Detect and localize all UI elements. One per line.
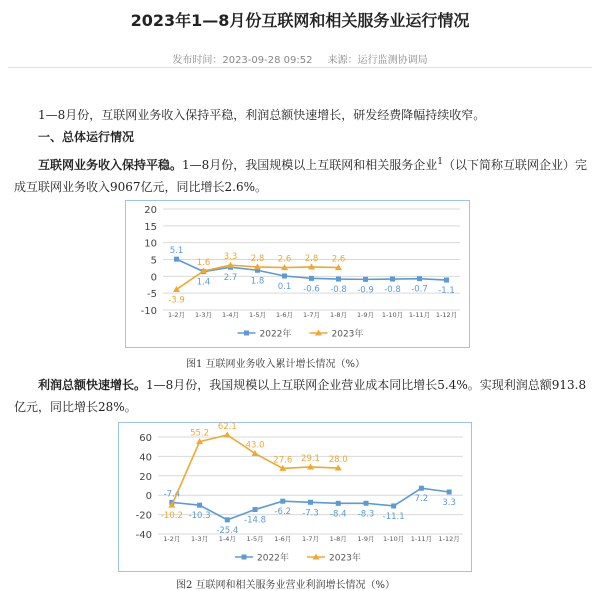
chart-profit [118,422,472,572]
data-label: 27.6 [273,455,293,466]
chart-profit-svg [118,422,472,572]
x-tick-label: 1-5月 [246,535,264,543]
x-tick-label: 1-6月 [275,311,294,319]
data-point [336,501,341,506]
data-label: -14.8 [244,515,267,526]
data-point [280,499,285,504]
data-point [447,489,452,494]
y-tick-label: 20 [139,471,152,483]
figure2-caption: 图2 互联网和相关服务业营业利润增长情况（%） [176,580,396,591]
data-label: 1.4 [196,277,211,288]
data-point [363,277,368,282]
publish-time: 发布时间：2023-09-28 09:52 [172,55,313,66]
data-label: -7.3 [302,508,319,519]
x-tick-label: 1-10月 [383,535,405,543]
x-tick-label: 1-6月 [274,535,292,543]
x-tick-label: 1-3月 [191,535,209,543]
data-label: -8.3 [357,509,375,520]
data-label: -0.8 [384,285,401,296]
data-point [336,277,341,282]
page-title: 2023年1—8月份互联网和相关服务业运行情况 [130,11,470,30]
legend-label: 2022年 [259,329,292,340]
data-label: -10.3 [188,511,211,522]
chart-revenue [125,200,470,348]
profit-lead: 利润总额快速增长。 [38,378,147,392]
revenue-body-2: （以下简称互联网企业）完成互联网业务收入9067亿元，同比增长2.6%。 [14,158,588,194]
data-point [390,277,395,282]
data-point [309,276,314,281]
y-tick-label: 40 [139,452,152,464]
x-tick-label: 1-9月 [357,535,375,543]
data-point [417,276,422,281]
x-tick-label: 1-7月 [302,311,321,319]
data-label: -10.2 [160,511,183,522]
data-point [282,273,287,278]
data-point [225,517,230,522]
data-label: 43.0 [245,440,265,451]
data-label: 2.8 [304,253,319,264]
data-point [252,450,259,456]
data-label: 2.6 [277,254,292,265]
data-label: -1.1 [438,286,455,297]
data-label: 3.3 [223,252,238,263]
data-point [224,431,231,437]
legend-marker [244,331,249,336]
y-tick-label: -5 [147,289,157,301]
data-point [444,278,449,283]
data-label: 0.1 [277,281,292,292]
data-label: -0.8 [330,285,347,296]
summary-paragraph: 1—8月份，互联网业务收入保持平稳，利润总额快速增长，研发经费降幅持续收窄。 [38,108,486,122]
data-label: -0.6 [303,284,320,295]
x-tick-label: 1-9月 [356,311,375,319]
revenue-paragraph [14,151,588,198]
data-label: -25.4 [216,525,239,536]
article-meta [0,51,600,66]
data-label: -7.4 [163,489,181,500]
data-point [308,500,313,505]
data-label: 55.2 [190,428,210,439]
data-label: 28.0 [328,455,348,466]
data-label: 2.8 [250,253,265,264]
y-tick-label: 0 [150,272,157,284]
data-label: -0.7 [411,284,428,295]
data-label: -8.4 [329,509,347,520]
chart-revenue-svg [125,200,470,348]
y-tick-label: -40 [135,530,152,541]
profit-body: 1—8月份，我国规模以上互联网企业营业成本同比增长5.4%。实现利润总额913.8亿元，同比增长28%。 [14,378,587,414]
y-tick-label: 15 [144,221,157,233]
x-tick-label: 1-11月 [408,311,431,319]
data-label: 1.6 [196,257,211,268]
x-tick-label: 1-4月 [218,535,236,543]
legend-label: 2023年 [329,553,361,564]
x-tick-label: 1-10月 [381,311,404,319]
y-tick-label: 10 [144,238,157,250]
revenue-body: 1—8月份，我国规模以上互联网和相关服务企业 [182,158,438,172]
x-tick-label: 1-7月 [301,535,320,543]
chart-frame [126,201,470,348]
figure1-caption: 图1 互联网业务收入累计增长情况（%） [186,359,366,370]
x-tick-label: 1-4月 [221,311,240,319]
legend-marker [242,555,247,560]
y-tick-label: 5 [150,255,157,267]
data-label: -6.2 [274,507,292,518]
x-tick-label: 1-8月 [329,535,347,543]
y-tick-label: 60 [139,433,152,444]
x-tick-label: 1-12月 [435,311,458,319]
data-label: 1.8 [250,276,265,287]
source-label: 来源：运行监测协调局 [327,55,428,66]
y-tick-label: 20 [144,205,157,216]
revenue-lead: 互联网业务收入保持平稳。 [38,158,183,172]
data-point [253,507,258,512]
x-tick-label: 1-8月 [329,311,348,319]
data-label: -11.1 [382,511,405,522]
profit-paragraph [14,374,588,418]
x-tick-label: 1-2月 [163,535,181,543]
x-tick-label: 1-12月 [438,535,460,543]
data-label: 2.7 [223,273,238,284]
data-label: 7.2 [414,494,429,505]
data-label: 29.1 [301,453,320,464]
y-tick-label: 0 [145,491,152,503]
legend-label: 2022年 [257,553,289,564]
y-tick-label: -10 [140,306,157,317]
data-label: -0.9 [357,285,374,296]
data-label: 2.6 [331,254,346,265]
section-heading: 一、总体运行情况 [38,130,135,144]
legend-label: 2023年 [331,329,364,340]
data-point [363,501,368,506]
data-point [197,503,202,508]
data-label: 5.1 [169,246,184,257]
data-point [391,503,396,508]
divider [8,67,592,68]
x-tick-label: 1-11月 [410,535,433,543]
x-tick-label: 1-2月 [167,311,186,319]
data-label: 3.3 [442,497,456,508]
data-label: -3.9 [168,295,185,306]
x-tick-label: 1-3月 [194,311,213,319]
y-tick-label: -20 [135,510,152,522]
data-point [419,486,424,491]
footnote-mark[interactable]: 1 [437,157,444,167]
data-point [174,257,179,262]
data-label: 62.1 [217,422,237,432]
x-tick-label: 1-5月 [248,311,267,319]
